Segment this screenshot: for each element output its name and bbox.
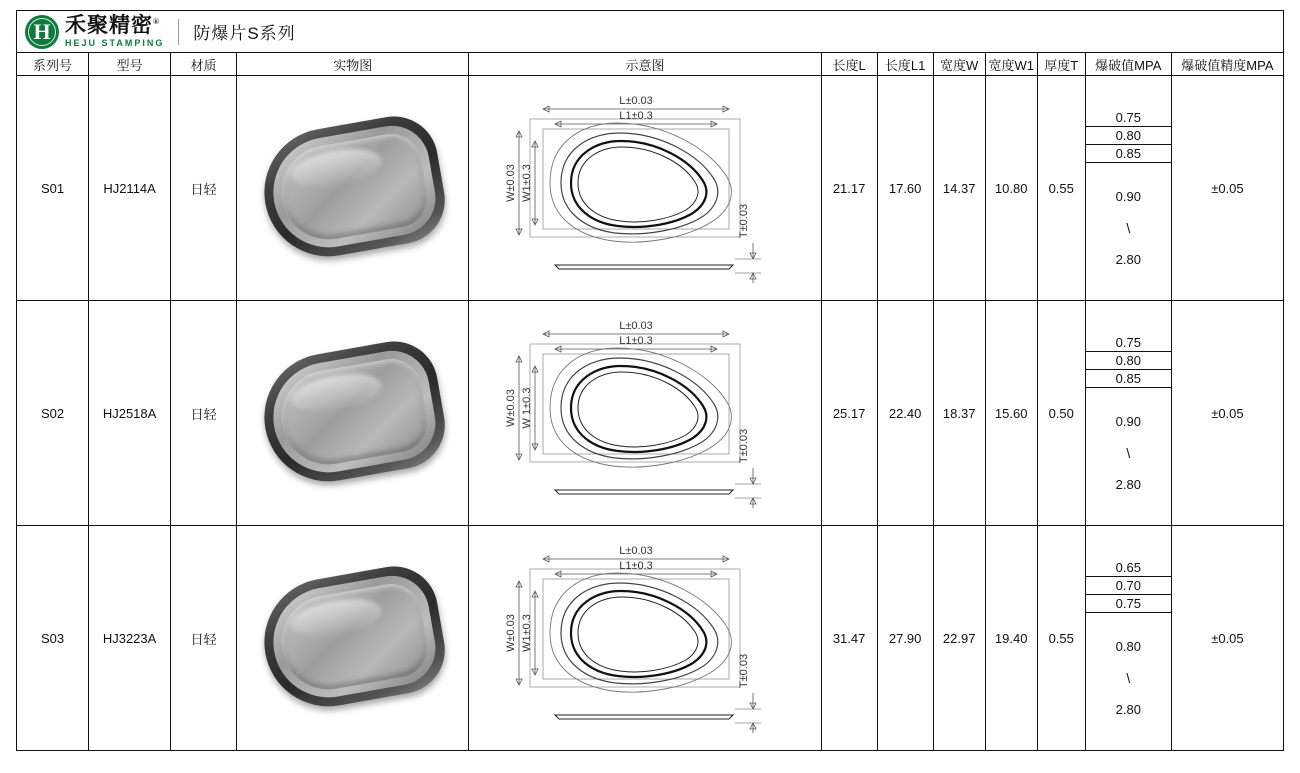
table-row bbox=[17, 76, 1284, 301]
product-photo bbox=[254, 560, 452, 717]
cell-material: 日轻 bbox=[171, 301, 237, 526]
burst-range-end: 2.80 bbox=[1115, 702, 1141, 717]
product-photo bbox=[254, 335, 452, 492]
cell-width-w: 22.97 bbox=[933, 526, 985, 751]
burst-step: 0.75 bbox=[1086, 109, 1171, 127]
column-header-thickness-t: 厚度T bbox=[1037, 53, 1085, 76]
label-l1: L1±0.3 bbox=[619, 335, 653, 347]
cell-burst-accuracy: ±0.05 bbox=[1171, 76, 1283, 301]
label-l: L±0.03 bbox=[619, 95, 653, 107]
company-logo bbox=[25, 15, 164, 49]
table-header-row bbox=[17, 53, 1284, 76]
table-row bbox=[17, 526, 1284, 751]
technical-drawing bbox=[495, 83, 795, 293]
cell-length-l: 25.17 bbox=[821, 301, 877, 526]
cell-diagram bbox=[469, 526, 821, 751]
column-header-diagram: 示意图 bbox=[469, 53, 821, 76]
cell-photo bbox=[237, 526, 469, 751]
cell-thickness-t: 0.50 bbox=[1037, 301, 1085, 526]
burst-step: 0.75 bbox=[1086, 334, 1171, 352]
label-w1: W 1±0.3 bbox=[520, 387, 533, 429]
label-l: L±0.03 bbox=[619, 545, 653, 557]
cell-length-l1: 22.40 bbox=[877, 301, 933, 526]
technical-drawing bbox=[495, 533, 795, 743]
column-header-length-l: 长度L bbox=[821, 53, 877, 76]
burst-step: 0.65 bbox=[1086, 559, 1171, 577]
logo-chinese-name: 禾聚精密® bbox=[65, 13, 160, 37]
column-header-material: 材质 bbox=[171, 53, 237, 76]
label-w: W±0.03 bbox=[504, 164, 517, 202]
cell-material: 日轻 bbox=[171, 526, 237, 751]
logo-badge-icon bbox=[25, 15, 59, 49]
table-row bbox=[17, 301, 1284, 526]
burst-range-start: 0.90 bbox=[1115, 189, 1141, 204]
column-header-serial: 系列号 bbox=[17, 53, 89, 76]
burst-step: 0.85 bbox=[1086, 145, 1171, 163]
logo-letter: H bbox=[33, 18, 51, 44]
cell-burst-values bbox=[1085, 301, 1171, 526]
logo-text bbox=[65, 15, 164, 48]
cell-length-l: 21.17 bbox=[821, 76, 877, 301]
label-w1: W1±0.3 bbox=[520, 164, 533, 202]
burst-step: 0.85 bbox=[1086, 370, 1171, 388]
cell-diagram bbox=[469, 76, 821, 301]
cell-thickness-t: 0.55 bbox=[1037, 76, 1085, 301]
cell-material: 日轻 bbox=[171, 76, 237, 301]
label-l1: L1±0.3 bbox=[619, 560, 653, 572]
page-title: 防爆片S系列 bbox=[193, 24, 296, 43]
cell-model: HJ2518A bbox=[89, 301, 171, 526]
cell-photo bbox=[237, 301, 469, 526]
label-w1: W1±0.3 bbox=[520, 614, 533, 652]
column-header-width-w: 宽度W bbox=[933, 53, 985, 76]
cell-serial: S02 bbox=[17, 301, 89, 526]
burst-range-end: 2.80 bbox=[1115, 477, 1141, 492]
column-header-length-l1: 长度L1 bbox=[877, 53, 933, 76]
label-w: W±0.03 bbox=[504, 389, 517, 427]
label-t: T±0.03 bbox=[737, 428, 750, 464]
product-photo bbox=[254, 110, 452, 267]
cell-model: HJ3223A bbox=[89, 526, 171, 751]
cell-model: HJ2114A bbox=[89, 76, 171, 301]
technical-drawing bbox=[495, 308, 795, 518]
burst-step: 0.70 bbox=[1086, 577, 1171, 595]
burst-range-end: 2.80 bbox=[1115, 252, 1141, 267]
column-header-width-w1: 宽度W1 bbox=[985, 53, 1037, 76]
label-l: L±0.03 bbox=[619, 320, 653, 332]
header-divider bbox=[178, 19, 179, 45]
cell-burst-accuracy: ±0.05 bbox=[1171, 526, 1283, 751]
cell-width-w1: 15.60 bbox=[985, 301, 1037, 526]
cell-thickness-t: 0.55 bbox=[1037, 526, 1085, 751]
burst-range-separator: \ bbox=[1126, 670, 1131, 686]
cell-serial: S01 bbox=[17, 76, 89, 301]
cell-length-l1: 27.90 bbox=[877, 526, 933, 751]
page-header bbox=[16, 10, 1284, 52]
cell-diagram bbox=[469, 301, 821, 526]
label-t: T±0.03 bbox=[737, 203, 750, 239]
burst-range-separator: \ bbox=[1126, 445, 1131, 461]
cell-burst-values bbox=[1085, 76, 1171, 301]
burst-range-start: 0.80 bbox=[1115, 639, 1141, 654]
cell-width-w1: 10.80 bbox=[985, 76, 1037, 301]
burst-step: 0.75 bbox=[1086, 595, 1171, 613]
cell-serial: S03 bbox=[17, 526, 89, 751]
specification-table bbox=[16, 52, 1284, 751]
column-header-burst-accuracy: 爆破值精度MPA bbox=[1171, 53, 1283, 76]
column-header-burst: 爆破值MPA bbox=[1085, 53, 1171, 76]
label-l1: L1±0.3 bbox=[619, 110, 653, 122]
cell-width-w: 14.37 bbox=[933, 76, 985, 301]
cell-length-l: 31.47 bbox=[821, 526, 877, 751]
burst-range-start: 0.90 bbox=[1115, 414, 1141, 429]
cell-burst-values bbox=[1085, 526, 1171, 751]
cell-length-l1: 17.60 bbox=[877, 76, 933, 301]
logo-english-name: HEJU STAMPING bbox=[65, 38, 165, 48]
label-w: W±0.03 bbox=[504, 614, 517, 652]
cell-width-w: 18.37 bbox=[933, 301, 985, 526]
column-header-model: 型号 bbox=[89, 53, 171, 76]
cell-burst-accuracy: ±0.05 bbox=[1171, 301, 1283, 526]
label-t: T±0.03 bbox=[737, 653, 750, 689]
burst-step: 0.80 bbox=[1086, 352, 1171, 370]
burst-range-separator: \ bbox=[1126, 220, 1131, 236]
registered-mark-icon: ® bbox=[153, 17, 160, 26]
cell-photo bbox=[237, 76, 469, 301]
cell-width-w1: 19.40 bbox=[985, 526, 1037, 751]
column-header-photo: 实物图 bbox=[237, 53, 469, 76]
burst-step: 0.80 bbox=[1086, 127, 1171, 145]
